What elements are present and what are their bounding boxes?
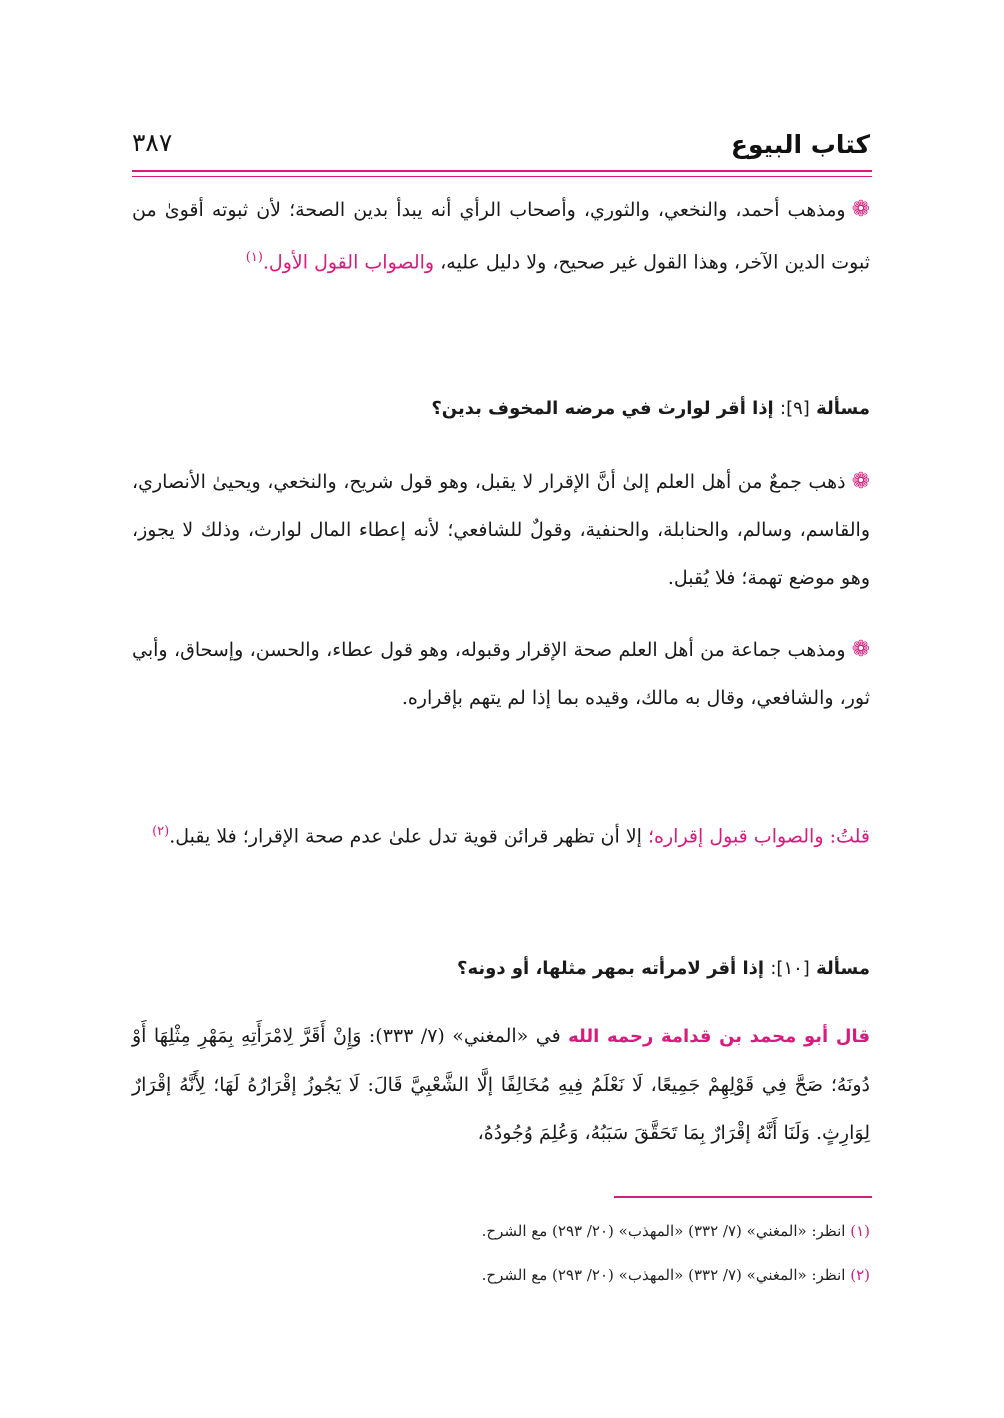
paragraph-1-highlight: والصواب القول الأول. [262,251,435,274]
paragraph-2-text: ذهب جمعٌ من أهل العلم إلىٰ أنَّ الإقرار لا يقبل، وهو قول شريح، والنخعي، ويحيىٰ الأنصاري، والقاسم، وسالم، والحنابلة، والحنفية، وقولٌ للشافعي؛ لأنه إعطاء المال لوارث، وذلك لا يجوز، وهو موضع تهمة؛ فلا يُقبل. [132,471,870,589]
question-10-num: [١٠]: [770,958,810,979]
question-10 [132,958,870,979]
question-9 [132,398,870,419]
header-rule-thick [132,170,872,172]
question-10-text: إذا أقر لامرأته بمهر مثلها، أو دونه؟ [457,958,765,979]
footnote-ref-1[interactable]: (١) [245,250,263,265]
quoted-author: قال أبو محمد بن قدامة رحمه الله [568,1026,870,1047]
paragraph-3 [132,626,870,722]
chapter-title: كتاب البيوع [730,130,870,159]
paragraph-4 [132,808,870,860]
footnote-1-text: انظر: «المغني» (٧/ ٣٣٢) «المهذب» (٢٠/ ٢٩٣) مع الشرح. [481,1222,846,1240]
question-9-text: إذا أقر لوارث في مرضه المخوف بدين؟ [431,398,774,419]
footnote-1 [132,1222,870,1240]
footnote-2-number: (٢) [850,1266,870,1284]
paragraph-5 [132,1012,870,1157]
flower-icon: ❁ [851,469,870,494]
footnote-1-number: (١) [850,1222,870,1240]
paragraph-4-lead: قلتُ: [829,825,870,848]
paragraph-5-text: في «المغني» (٧/ ٣٣٣): وَإِنْ أَقَرَّ لِامْرَأَتِهِ بِمَهْرِ مِثْلِهَا أَوْ دُونَهُ؛ صَحَّ فِي قَوْلِهِمْ جَمِيعًا، لَا نَعْلَمُ فِيهِ مُخَالِفًا إلَّا الشَّعْبِيَّ قَالَ: لَا يَجُوزُ إقْرَارُهُ لَهَا؛ لِأَنَّهُ إقْرَارٌ لِوَارِثٍ. وَلَنَا أَنَّهُ إقْرَارٌ بِمَا تَحَقَّقَ سَبَبُهُ، وَعُلِمَ وُجُودُهُ، [132,1025,870,1144]
flower-icon: ❁ [851,197,870,222]
question-10-label: مسألة [816,958,870,979]
question-9-num: [٩]: [780,398,810,419]
question-9-label: مسألة [816,398,870,419]
paragraph-2 [132,458,870,602]
header-rule-thin [132,176,872,177]
footnote-rule [614,1196,872,1198]
paragraph-1-text: ومذهب أحمد، والنخعي، والثوري، وأصحاب الرأي أنه يبدأ بدين الصحة؛ لأن ثبوته أقوىٰ من ثبوت الدين الآخر، وهذا القول غير صحيح، ولا دليل عليه، [132,199,870,274]
paragraph-3-text: ومذهب جماعة من أهل العلم صحة الإقرار وقبوله، وهو قول عطاء، والحسن، وإسحاق، وأبي ثور، والشافعي، وقال به مالك، وقيده بما إذا لم يتهم بإقراره. [132,639,870,709]
footnote-ref-2[interactable]: (٢) [152,824,170,839]
paragraph-1 [132,186,870,286]
paragraph-4-highlight: والصواب قبول إقراره؛ [648,825,824,848]
paragraph-4-text: إلا أن تظهر قرائن قوية تدل علىٰ عدم صحة الإقرار؛ فلا يقبل. [169,825,642,848]
page-number: ٣٨٧ [132,128,173,157]
footnote-2 [132,1266,870,1284]
footnote-2-text: انظر: «المغني» (٧/ ٣٣٢) «المهذب» (٢٠/ ٢٩٣) مع الشرح. [481,1266,846,1284]
flower-icon: ❁ [851,637,870,662]
